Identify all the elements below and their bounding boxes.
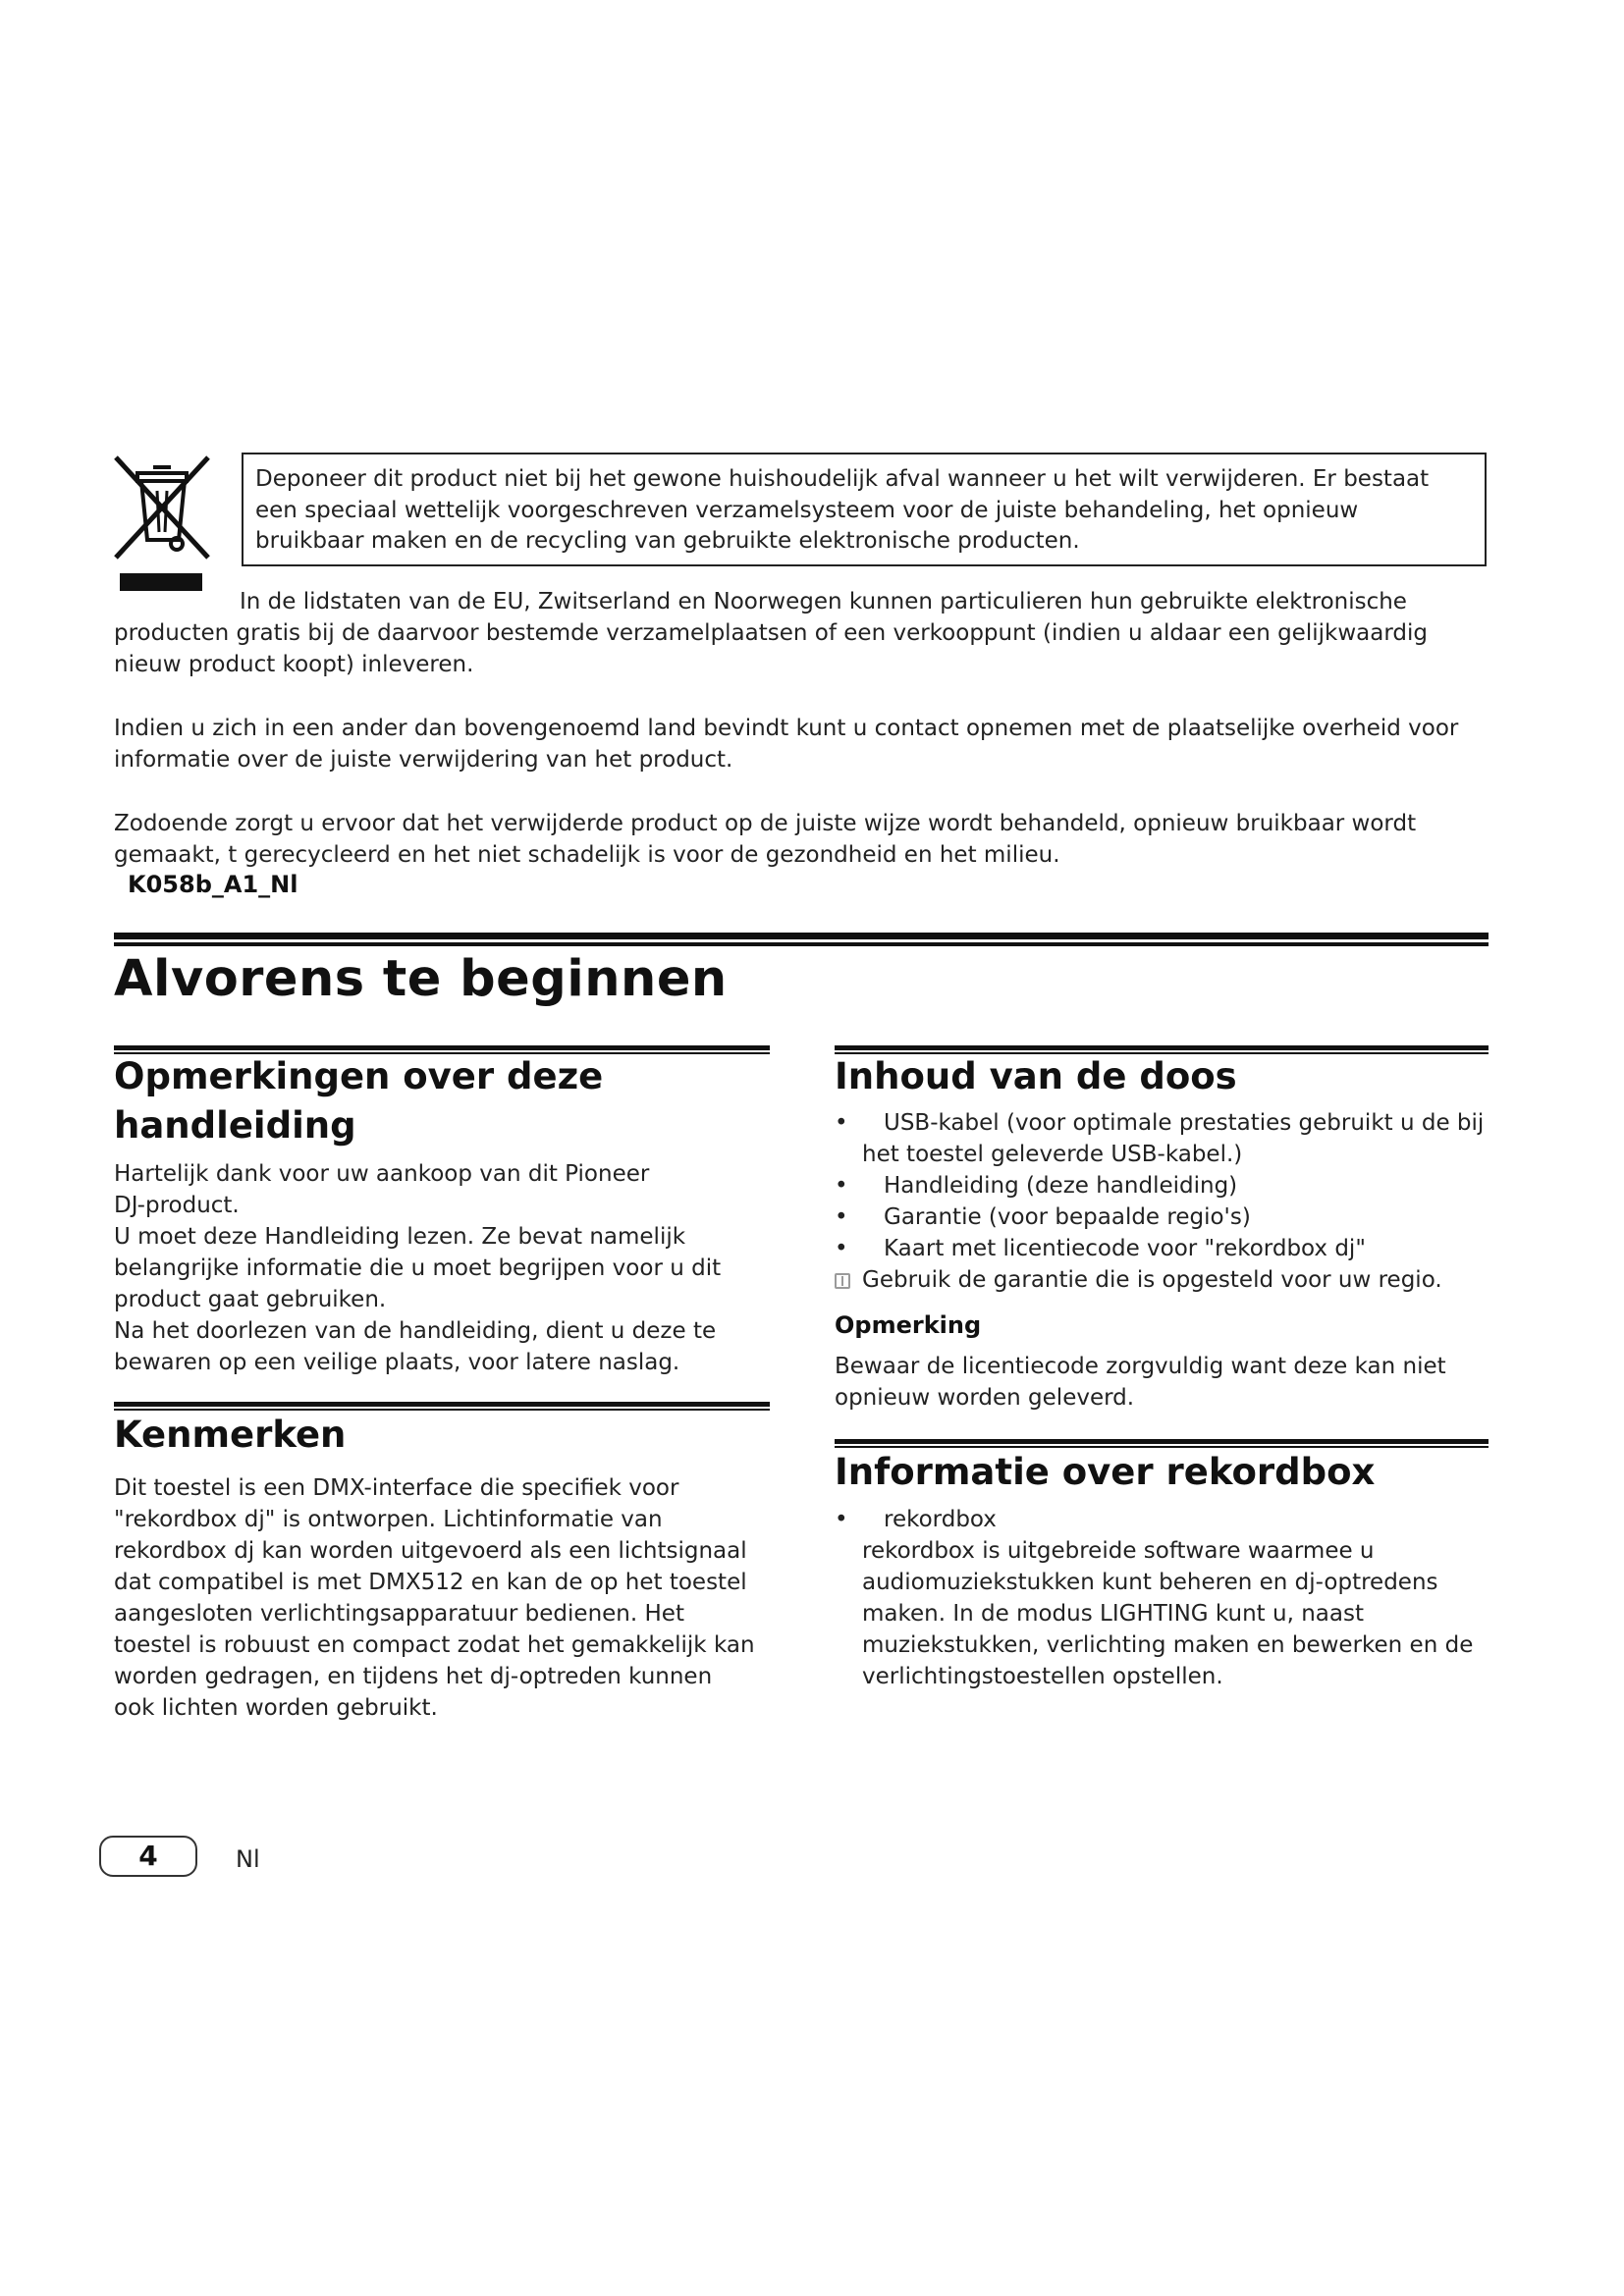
text-line: rekordbox dj kan worden uitgevoerd als een lichtsignaal xyxy=(114,1538,747,1564)
text-line: Na het doorlezen van de handleiding, dient u deze te xyxy=(114,1318,717,1344)
disposal-paragraph-2 xyxy=(114,713,1508,775)
bullet-dot: • xyxy=(835,1507,848,1532)
bullet-dot: • xyxy=(835,1236,848,1261)
bullet-dot: • xyxy=(835,1110,848,1136)
text-line: producten gratis bij de daarvoor bestemde verzamelplaatsen of een verkooppunt (indien u aldaar een gelijkwaardig xyxy=(114,620,1428,646)
page-number: 4 xyxy=(99,1836,197,1877)
text-line: opnieuw worden geleverd. xyxy=(835,1385,1135,1411)
text-line: worden gedragen, en tijdens het dj-optreden kunnen xyxy=(114,1664,713,1689)
notice-line: een speciaal wettelijk voorgeschreven verzamelsysteem voor de juiste behandeling, het opnieuw xyxy=(255,497,1359,523)
text-line: U moet deze Handleiding lezen. Ze bevat namelijk xyxy=(114,1224,686,1250)
section-rule xyxy=(114,1402,770,1411)
rekordbox-info xyxy=(835,1504,1502,1692)
text-line: maken. In de modus LIGHTING kunt u, naast xyxy=(862,1601,1364,1627)
list-item-line: rekordbox xyxy=(884,1507,997,1532)
list-item xyxy=(835,1170,1502,1201)
list-item xyxy=(835,1233,1502,1264)
list-item xyxy=(835,1504,1502,1535)
list-item-line: USB-kabel (voor optimale prestaties gebruikt u de bij xyxy=(884,1110,1485,1136)
page-language: Nl xyxy=(236,1845,260,1873)
text-line: verlichtingstoestellen opstellen. xyxy=(862,1664,1223,1689)
text-line: Dit toestel is een DMX-interface die specifiek voor xyxy=(114,1475,679,1501)
text-line: bewaren op een veilige plaats, voor latere naslag. xyxy=(114,1350,680,1375)
disposal-paragraph-3 xyxy=(114,808,1508,871)
section-heading-features: Kenmerken xyxy=(114,1414,347,1456)
section-rule xyxy=(835,1439,1489,1448)
region-note xyxy=(835,1264,1502,1296)
text-line: belangrijke informatie die u moet begrijpen voor u dit xyxy=(114,1255,722,1281)
notes-body xyxy=(114,1158,782,1378)
text-line: nieuw product koopt) inleveren. xyxy=(114,652,474,677)
remark-heading: Opmerking xyxy=(835,1311,982,1339)
list-item-line: Kaart met licentiecode voor "rekordbox dj" xyxy=(884,1236,1366,1261)
text-line: Bewaar de licentiecode zorgvuldig want deze kan niet xyxy=(835,1354,1446,1379)
text-line: Zodoende zorgt u ervoor dat het verwijderde product op de juiste wijze wordt behandeld, opnieuw bruikbaar wordt xyxy=(114,811,1417,836)
page-title: Alvorens te beginnen xyxy=(114,950,728,1008)
main-heading-rule xyxy=(114,933,1489,946)
text-line: muziekstukken, verlichting maken en bewerken en de xyxy=(862,1632,1474,1658)
text-line: In de lidstaten van de EU, Zwitserland en Noorwegen kunnen particulieren hun gebruikte elektronische xyxy=(240,589,1407,614)
text-line: aangesloten verlichtingsapparatuur bedienen. Het xyxy=(114,1601,684,1627)
section-heading-rekordbox: Informatie over rekordbox xyxy=(835,1451,1376,1493)
remark-body xyxy=(835,1351,1502,1414)
list-item-line: het toestel geleverde USB-kabel.) xyxy=(862,1142,1243,1167)
list-item-line: Handleiding (deze handleiding) xyxy=(884,1173,1238,1199)
list-item-line: Garantie (voor bepaalde regio's) xyxy=(884,1204,1251,1230)
bullet-dot: • xyxy=(835,1204,848,1230)
section-heading-box-contents: Inhoud van de doos xyxy=(835,1055,1237,1097)
text-line: toestel is robuust en compact zodat het gemakkelijk kan xyxy=(114,1632,755,1658)
text-line: audiomuziekstukken kunt beheren en dj-optredens xyxy=(862,1570,1438,1595)
text-line: gemaakt, t gerecycleerd en het niet schadelijk is voor de gezondheid en het milieu. xyxy=(114,842,1060,868)
heading-line: handleiding xyxy=(114,1104,356,1147)
list-item xyxy=(835,1107,1502,1170)
bullet-dot: • xyxy=(835,1173,848,1199)
disposal-paragraph-1 xyxy=(114,586,1508,680)
text-line: dat compatibel is met DMX512 en kan de op het toestel xyxy=(114,1570,747,1595)
text-line: ook lichten worden gebruikt. xyxy=(114,1695,438,1721)
text-line: Hartelijk dank voor uw aankoop van dit Pioneer xyxy=(114,1161,650,1187)
box-contents-list xyxy=(835,1107,1502,1296)
notice-line: Deponeer dit product niet bij het gewone huishoudelijk afval wanneer u het wilt verwijderen. Er bestaat xyxy=(255,466,1430,492)
note-icon xyxy=(835,1273,850,1289)
document-code: K058b_A1_Nl xyxy=(128,871,298,898)
section-heading-notes xyxy=(114,1052,770,1150)
text-line: product gaat gebruiken. xyxy=(114,1287,387,1312)
text-line: rekordbox is uitgebreide software waarmee u xyxy=(862,1538,1375,1564)
crossed-out-wheelie-bin-icon xyxy=(110,452,214,597)
disposal-notice-box xyxy=(242,453,1487,566)
text-line: "rekordbox dj" is ontworpen. Lichtinformatie van xyxy=(114,1507,663,1532)
text-line: DJ-product. xyxy=(114,1193,240,1218)
text-line: informatie over de juiste verwijdering van het product. xyxy=(114,747,733,773)
features-body xyxy=(114,1472,782,1724)
text-line: Indien u zich in een ander dan bovengenoemd land bevindt kunt u contact opnemen met de plaatselijke overheid voor xyxy=(114,716,1459,741)
list-item xyxy=(835,1201,1502,1233)
heading-line: Opmerkingen over deze xyxy=(114,1055,604,1097)
notice-line: bruikbaar maken en de recycling van gebruikte elektronische producten. xyxy=(255,528,1080,554)
note-text: Gebruik de garantie die is opgesteld voor uw regio. xyxy=(862,1267,1442,1293)
